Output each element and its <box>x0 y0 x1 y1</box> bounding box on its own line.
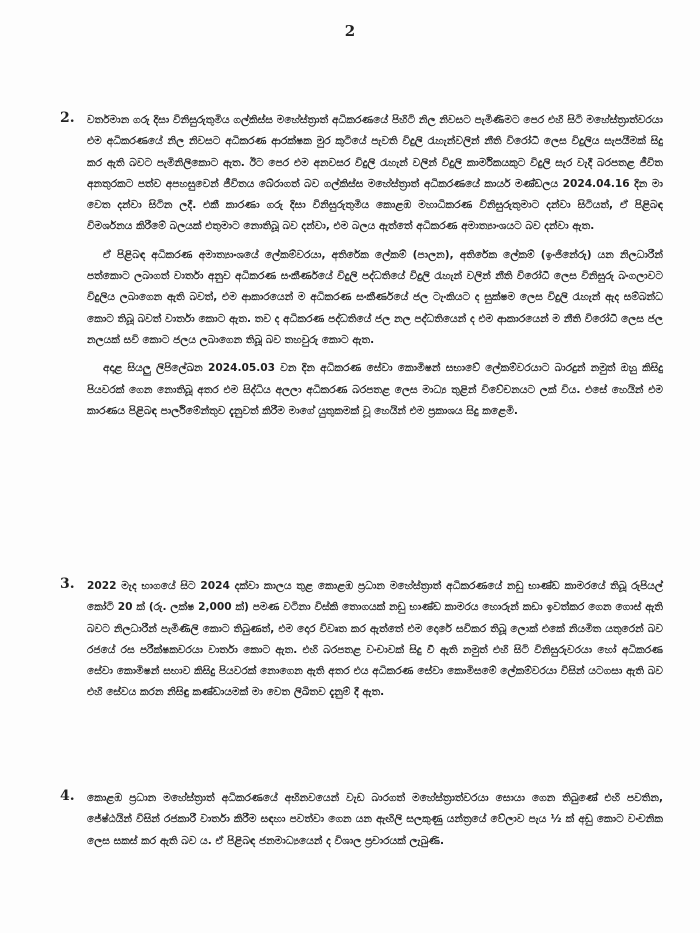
section-body <box>87 110 663 429</box>
section-number: 3. <box>60 576 75 592</box>
paragraph: 2022 මැද භාගයේ සිට 2024 දක්වා කාලය තුළ කොළඹ ප්‍රධාන මහේස්ත්‍රාත් අධිකරණයේ නඩු භාණ්ඩ කාමරයේ තිබූ රුපියල් කෝටි 20 ක් (රු. ලක්ෂ 2,000 ක්) පමණ වටිනා විස්කි තොගයක් නඩු භාණ්ඩ කාමරය හොරුන් කඩා ඉවත්කර ගෙන ගොස් ඇති බවට නිලධාරීන් පැමිණිලි කොට තිබුණත්, එම දොර විවෘත කර ඇත්තේ එම දොරේ සවිකර තිබූ ලොක් එකේ නියමිත යතුරෙන් බව රජයේ රස පරීක්ෂකවරයා වාර්තා කොට ඇත. එහි බරපතළ වංචාවක් සිදු වී ඇති නමුත් එහි සිටි විනිසුරුවරයා හෝ අධිකරණ සේවා කොමිෂන් සභාව කිසිදු පියවරක් නොගෙන ඇති අතර එය අධිකරණ සේවා කොමිසමේ ලේකම්වරයා විසින් යටගසා ඇති බව එහි සේවය කරන නිසිඳු කණ්ඩායමක් මා වෙත ලිඛිතව දැනුම් දී ඇත. <box>87 580 663 699</box>
page-number: 2 <box>344 22 356 40</box>
paragraph: වර්තමාන ගරු දිසා විනිසුරුතුමිය ගල්කිස්ස මහේස්ත්‍රාත් අධිකරණයේ පිහිටි නිල නිවසට පැමිණිමට පෙර එහි සිටි මහේස්ත්‍රාත්වරයා එම අධිකරණයේ නිල නිවසට අධිකරණ ආරක්ෂක මුර කුටියේ පැවති විදුලි රැහැන්වලින් නීති විරෝධී ලෙස විදුලිය සැපයීමක් සිදු කර ඇති බවට පැමිනිලිකොට ඇත. ඊට පෙර එම අනවසර විදුලි රැහැන් වලින් විදුලි කාර්මිකයකුට විදුලි සැර වැදී බරපතළ ජීවිත අනතුරකට පත්ව අපහසුවෙන් ජීවිතය බේරාගත් බව ගල්කිස්ස මහේස්ත්‍රාත් අධිකරණයේ කාර්ය මණ්ඩලය 2024.04.16 දින මා වෙත දන්වා සිටින ලදී. එකී කාරණා ගරු දිසා විනිසුරුතුමිය කොළඹ මහාධිකරණ විනිසුරුතුමාට දන්වා සිටියත්, ඒ පිළිබඳ විමර්ශනය කිරීමේ බලයක් එතුමාට නොතිබූ බව දන්වා, එම බලය ඇත්තේ අධිකරණ අමාත්‍යාංශයට බව දන්වා ඇත. <box>87 114 663 233</box>
paragraph: කොළඹ ප්‍රධාන මහේස්ත්‍රාත් අධිකරණයේ අභිනවයෙන් වැඩ බාරගත් මහේස්ත්‍රාත්වරයා සොයා ගෙන තිබුණේ එහි පවතින, ජේෂ්ඨයින් විසින් රජකාරී වාර්තා කිරීම සඳහා පවත්වා ගෙන යන ඇඟිලි සලකුණු යන්ත්‍රයේ වේලාව පැය ½ ක් අඩු කොට වංචනික ලෙස සකස් කර ඇති බව ය. ඒ පිළිබඳ ජනමාධ්‍යයෙන් ද විශාල ප්‍රචාරයක් ලැබුණි. <box>87 792 663 847</box>
section-body <box>87 576 663 711</box>
paragraph: ඒ පිළිබඳ අධිකරණ අමාත්‍යාංශයේ ලේකම්වරයා, අතිරේක ලේකම් (පාලන), අතිරේක ලේකම් (ඉංජිනේරු) යන නිලධාරීන් පත්කොට ලබාගත් වාර්තා අනුව අධිකරණ සංකීර්ණයේ විදුලි පද්ධතියේ විදුලි රැහැන් වලින් නීති විරෝධී ලෙස විනිසුරු බංගලාවට විදුලිය ලබාගෙන ඇති බවත්, එම ආකාරයෙන් ම අධිකරණ සංකීර්ණයේ ජල ටැංකියට ද සුක්ෂම ලෙස විදුලි රැහැන් ඇද සම්බන්ධ කොට තිබූ බවත් වාර්තා කොට ඇත. තව ද අධිකරණ පද්ධතියේ ජල නල පද්ධතියෙන් ද එම ආකාරයෙන් ම නීති විරෝධී ලෙස ජල නලයක් සවි කොට ජලය ලබාගෙන තිබූ බව තහවුරු කොට ඇත. <box>87 248 663 346</box>
section-body <box>87 788 663 859</box>
section-number: 2. <box>60 110 75 126</box>
section-number: 4. <box>60 788 75 804</box>
paragraph: අදාළ සියලු ලිපිලේඛන 2024.05.03 වන දින අධිකරණ සේවා කොමිෂන් සභාවේ ලේකම්වරයාට බාරදුන් නමුත් ඔහු කිසිදු පියවරක් ගෙන නොතිබූ අතර එම සිද්ධිය අලලා අධිකරණ බරපතළ ලෙස මාධ්‍ය තුළින් විවේචනයට ලක් විය. එසේ හෙයින් එම කාරණය පිළිබඳ පාර්ලිමේන්තුව දැනුවත් කිරීම මාගේ යුතුකමක් වූ හෙයින් එම ප්‍රකාශය සිදු කළෙමි. <box>87 362 663 417</box>
